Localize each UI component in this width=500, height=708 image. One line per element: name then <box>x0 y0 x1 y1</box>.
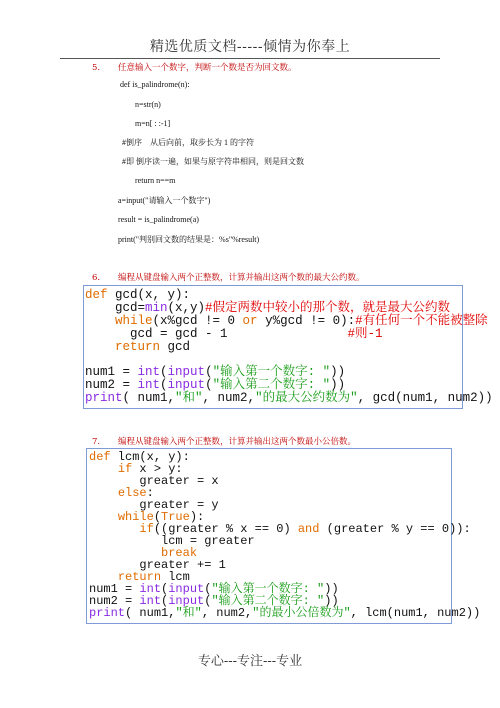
lcm-line-5: greater = y <box>89 498 219 512</box>
lcm-line-1: def lcm(x, y): <box>89 450 190 464</box>
lcm-line-12: num1 = int(input("输入第一个数字: ")) <box>89 582 339 596</box>
q5-code-line-2: n=str(n) <box>135 100 161 109</box>
page-footer: 专心---专注---专业 <box>197 654 303 669</box>
q5-code-line-input: a=input("请输入一个数字") <box>118 196 211 205</box>
lcm-code-box <box>86 448 481 624</box>
question-7-text: 编程从键盘输入两个正整数，计算并输出这两个数最小公倍数。 <box>118 437 357 447</box>
lcm-line-10: greater += 1 <box>89 558 226 572</box>
question-5-text: 任意输入一个数字，判断一个数是否为回文数。 <box>118 63 297 73</box>
gcd-line-8: print( num1,"和", num2,"的最大公约数为", gcd(num1, num2)) <box>85 391 493 405</box>
question-6-heading <box>92 271 365 283</box>
question-7-heading <box>92 435 356 447</box>
gcd-line-7: num2 = int(input("输入第二个数字: ")) <box>85 378 346 392</box>
gcd-line-1: def gcd(x, y): <box>85 288 191 302</box>
gcd-code-box <box>83 285 493 409</box>
gcd-line-6: num1 = int(input("输入第一个数字: ")) <box>85 365 346 379</box>
page-header-title: 精选优质文档-----倾情为你奉上 <box>149 39 351 55</box>
lcm-line-2: if x > y: <box>117 462 183 476</box>
gcd-line-2: gcd=min(x,y)#假定两数中较小的那个数，就是最大公约数 <box>85 301 451 315</box>
header-divider <box>60 58 440 59</box>
lcm-line-7: if((greater % x == 0) and (greater % y == 0)): <box>139 522 471 536</box>
lcm-line-9: break <box>161 546 198 560</box>
q5-code-comment-1: #倒序 从后向前，取步长为 1 的字符 <box>122 138 254 147</box>
gcd-line-3: while(x%gcd != 0 or y%gcd != 0):#有任何一个不能被整除 <box>115 314 488 328</box>
q5-code-comment-2: #即 倒序读一遍，如果与原字符串相同，则是回文数 <box>122 157 304 166</box>
q5-code-line-result: result = is_palindrome(a) <box>118 215 199 224</box>
gcd-line-4: gcd = gcd - 1 #则-1 <box>85 327 383 341</box>
lcm-line-14: print( num1,"和", num2,"的最小公倍数为", lcm(num1, num2)) <box>89 606 481 620</box>
q5-code-line-3: m=n[ : :-1] <box>135 119 171 128</box>
lcm-line-3: greater = x <box>89 474 219 488</box>
lcm-line-4: else: <box>117 486 154 500</box>
lcm-line-13: num2 = int(input("输入第二个数字: ")) <box>89 594 339 608</box>
q5-code-line-print: print("判别回文数的结果是：%s"%result) <box>118 235 260 244</box>
question-5-number: 5. <box>92 63 101 73</box>
lcm-line-6: while(True): <box>117 510 205 524</box>
lcm-line-8: lcm = greater <box>89 534 255 548</box>
q5-code-line-return: return n==m <box>135 176 176 185</box>
question-6-text: 编程从键盘输入两个正整数，计算并输出这两个数的最大公约数。 <box>118 273 365 283</box>
question-7-number: 7. <box>92 437 101 447</box>
q5-code-line-1: def is_palindrome(n): <box>120 80 190 89</box>
question-5-heading <box>92 61 297 73</box>
gcd-line-5: return gcd <box>115 340 191 354</box>
lcm-line-11: return lcm <box>117 570 190 584</box>
question-6-number: 6. <box>92 273 101 283</box>
